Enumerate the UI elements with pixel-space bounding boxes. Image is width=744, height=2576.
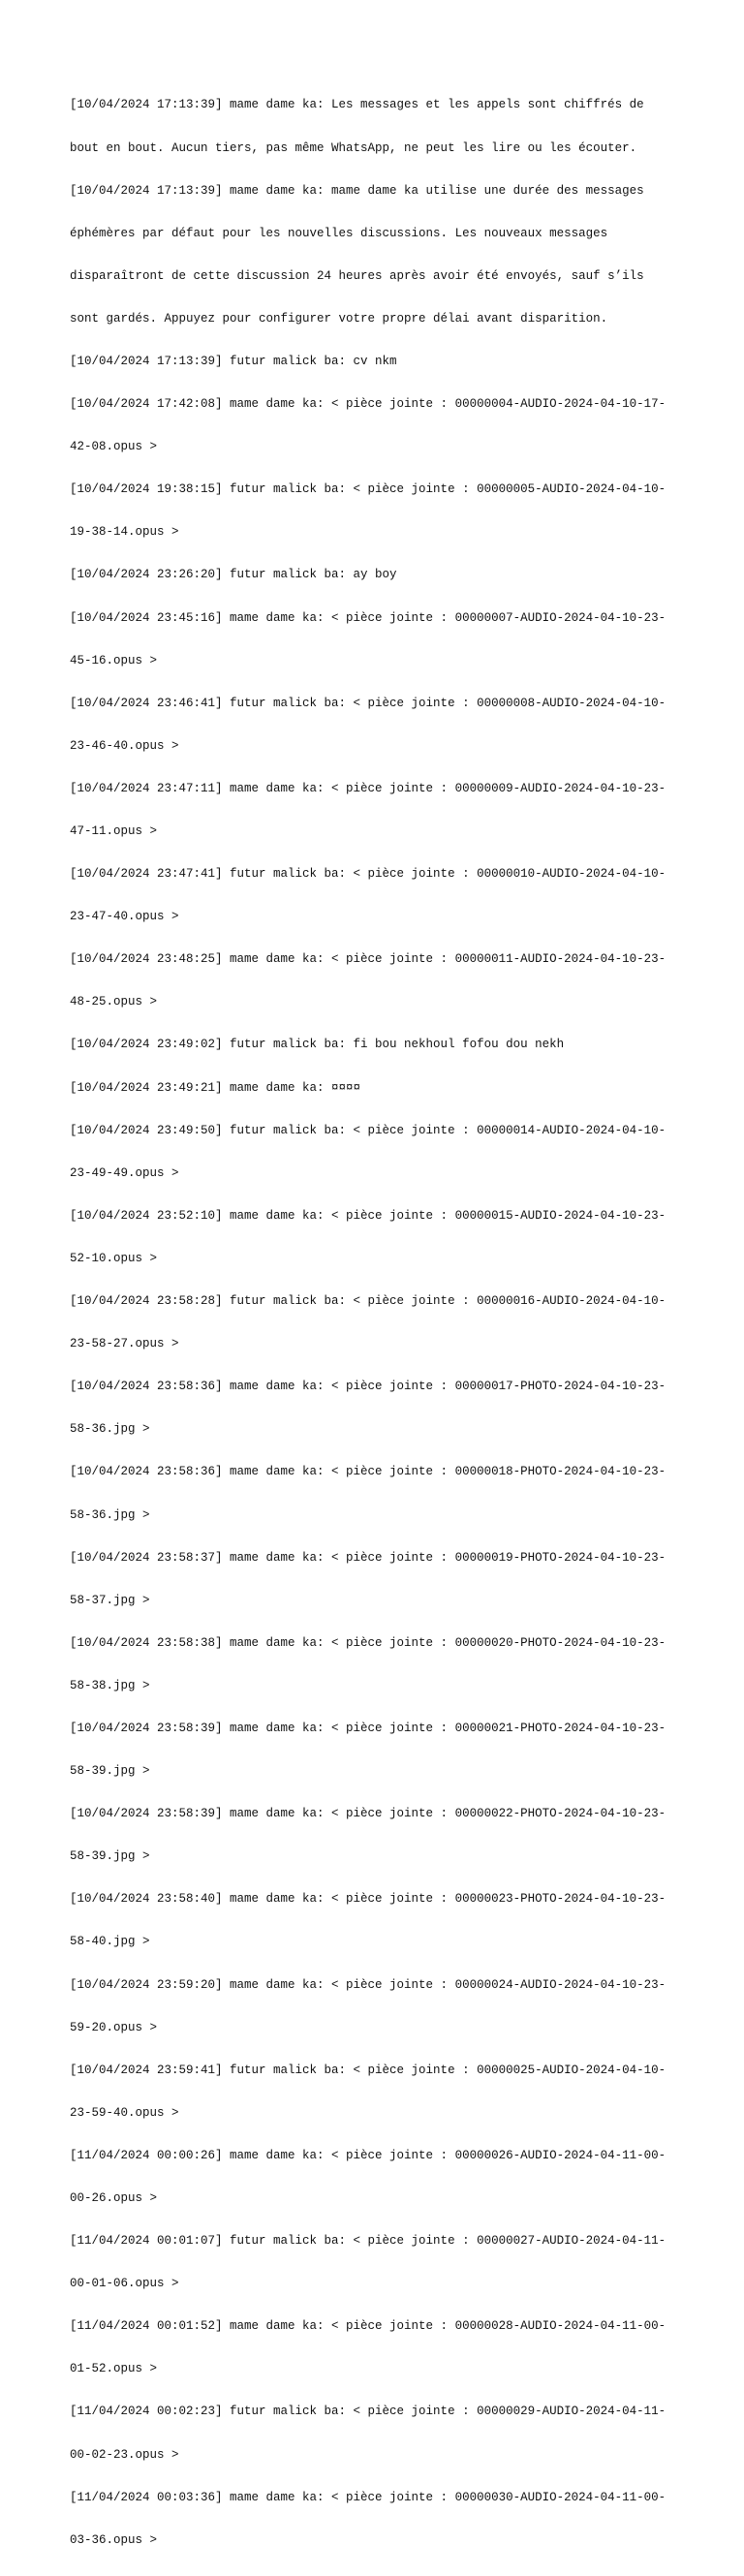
transcript-line: 23-47-40.opus > (70, 910, 179, 924)
transcript-line: [11/04/2024 00:01:52] mame dame ka: < pièce jointe : 00000028-AUDIO-2024-04-11-00- (70, 2319, 666, 2334)
transcript-line: [10/04/2024 23:48:25] mame dame ka: < pièce jointe : 00000011-AUDIO-2024-04-10-23- (70, 952, 666, 967)
transcript-line: [10/04/2024 23:49:02] futur malick ba: fi bou nekhoul fofou dou nekh (70, 1038, 565, 1052)
transcript-line: 19-38-14.opus > (70, 525, 179, 540)
transcript-line: [10/04/2024 17:42:08] mame dame ka: < pièce jointe : 00000004-AUDIO-2024-04-10-17- (70, 397, 666, 412)
transcript-line: 58-38.jpg > (70, 1678, 150, 1692)
transcript-line: [10/04/2024 23:52:10] mame dame ka: < pièce jointe : 00000015-AUDIO-2024-04-10-23- (70, 1208, 666, 1223)
transcript-line: 48-25.opus > (70, 995, 158, 1009)
transcript-line: [10/04/2024 23:47:11] mame dame ka: < pièce jointe : 00000009-AUDIO-2024-04-10-23- (70, 781, 666, 795)
transcript-line: [10/04/2024 23:46:41] futur malick ba: < pièce jointe : 00000008-AUDIO-2024-04-10- (70, 696, 666, 710)
transcript-line: [10/04/2024 17:13:39] futur malick ba: cv nkm (70, 354, 397, 368)
transcript-line: [10/04/2024 23:49:50] futur malick ba: < pièce jointe : 00000014-AUDIO-2024-04-10- (70, 1123, 666, 1137)
transcript-line: [10/04/2024 23:58:28] futur malick ba: < pièce jointe : 00000016-AUDIO-2024-04-10- (70, 1294, 666, 1309)
transcript-line: 23-49-49.opus > (70, 1165, 179, 1180)
transcript-line: [10/04/2024 23:58:40] mame dame ka: < pièce jointe : 00000023-PHOTO-2024-04-10-23- (70, 1892, 666, 1907)
transcript-line: [11/04/2024 00:03:36] mame dame ka: < pièce jointe : 00000030-AUDIO-2024-04-11-00- (70, 2490, 666, 2504)
transcript-line: 58-39.jpg > (70, 1764, 150, 1779)
transcript-line: [11/04/2024 00:02:23] futur malick ba: < pièce jointe : 00000029-AUDIO-2024-04-11- (70, 2405, 666, 2419)
transcript-line: 00-02-23.opus > (70, 2447, 179, 2462)
transcript-line: [11/04/2024 00:00:26] mame dame ka: < pièce jointe : 00000026-AUDIO-2024-04-11-00- (70, 2148, 666, 2162)
transcript-line: [10/04/2024 17:13:39] mame dame ka: mame dame ka utilise une durée des messages (70, 183, 644, 198)
transcript-line: [10/04/2024 23:59:20] mame dame ka: < pièce jointe : 00000024-AUDIO-2024-04-10-23- (70, 1977, 666, 1992)
transcript-line: 42-08.opus > (70, 440, 158, 454)
transcript-line: 23-58-27.opus > (70, 1337, 179, 1351)
transcript-line: 01-52.opus > (70, 2362, 158, 2376)
transcript-line: [10/04/2024 19:38:15] futur malick ba: < pièce jointe : 00000005-AUDIO-2024-04-10- (70, 482, 666, 497)
transcript-line: 23-46-40.opus > (70, 738, 179, 753)
transcript-line: [10/04/2024 23:58:36] mame dame ka: < pièce jointe : 00000017-PHOTO-2024-04-10-23- (70, 1380, 666, 1394)
transcript-line: 47-11.opus > (70, 824, 158, 838)
transcript-line: 45-16.opus > (70, 653, 158, 667)
transcript-line: [11/04/2024 00:01:07] futur malick ba: < pièce jointe : 00000027-AUDIO-2024-04-11- (70, 2234, 666, 2249)
transcript-line: 58-37.jpg > (70, 1593, 150, 1607)
transcript-line: [10/04/2024 23:47:41] futur malick ba: < pièce jointe : 00000010-AUDIO-2024-04-10- (70, 867, 666, 882)
chat-transcript (70, 70, 690, 2576)
transcript-line: 58-39.jpg > (70, 1849, 150, 1864)
transcript-line: [10/04/2024 23:49:21] mame dame ka: ¤¤¤¤ (70, 1080, 361, 1095)
transcript-line: disparaîtront de cette discussion 24 heures après avoir été envoyés, sauf s’ils (70, 268, 644, 283)
transcript-line: [10/04/2024 17:13:39] mame dame ka: Les messages et les appels sont chiffrés de (70, 98, 644, 112)
transcript-line: éphémères par défaut pour les nouvelles discussions. Les nouveaux messages (70, 226, 608, 240)
transcript-line: sont gardés. Appuyez pour configurer votre propre délai avant disparition. (70, 311, 608, 326)
transcript-line: [10/04/2024 23:58:37] mame dame ka: < pièce jointe : 00000019-PHOTO-2024-04-10-23- (70, 1550, 666, 1565)
transcript-line: [10/04/2024 23:58:36] mame dame ka: < pièce jointe : 00000018-PHOTO-2024-04-10-23- (70, 1465, 666, 1479)
transcript-line: bout en bout. Aucun tiers, pas même WhatsApp, ne peut les lire ou les écouter. (70, 140, 637, 155)
transcript-line: 00-26.opus > (70, 2191, 158, 2205)
transcript-line: 58-40.jpg > (70, 1935, 150, 1949)
transcript-line: 00-01-06.opus > (70, 2277, 179, 2291)
transcript-line: 52-10.opus > (70, 1251, 158, 1265)
transcript-line: 03-36.opus > (70, 2532, 158, 2547)
transcript-line: [10/04/2024 23:58:39] mame dame ka: < pièce jointe : 00000021-PHOTO-2024-04-10-23- (70, 1721, 666, 1735)
transcript-line: [10/04/2024 23:59:41] futur malick ba: < pièce jointe : 00000025-AUDIO-2024-04-10- (70, 2063, 666, 2077)
transcript-line: [10/04/2024 23:58:39] mame dame ka: < pièce jointe : 00000022-PHOTO-2024-04-10-23- (70, 1807, 666, 1821)
transcript-line: [10/04/2024 23:45:16] mame dame ka: < pièce jointe : 00000007-AUDIO-2024-04-10-23- (70, 610, 666, 625)
transcript-line: 58-36.jpg > (70, 1507, 150, 1522)
transcript-line: [10/04/2024 23:58:38] mame dame ka: < pièce jointe : 00000020-PHOTO-2024-04-10-23- (70, 1635, 666, 1650)
transcript-line: [10/04/2024 23:26:20] futur malick ba: ay boy (70, 568, 397, 582)
transcript-line: 59-20.opus > (70, 2020, 158, 2034)
transcript-line: 58-36.jpg > (70, 1422, 150, 1437)
transcript-line: 23-59-40.opus > (70, 2105, 179, 2120)
